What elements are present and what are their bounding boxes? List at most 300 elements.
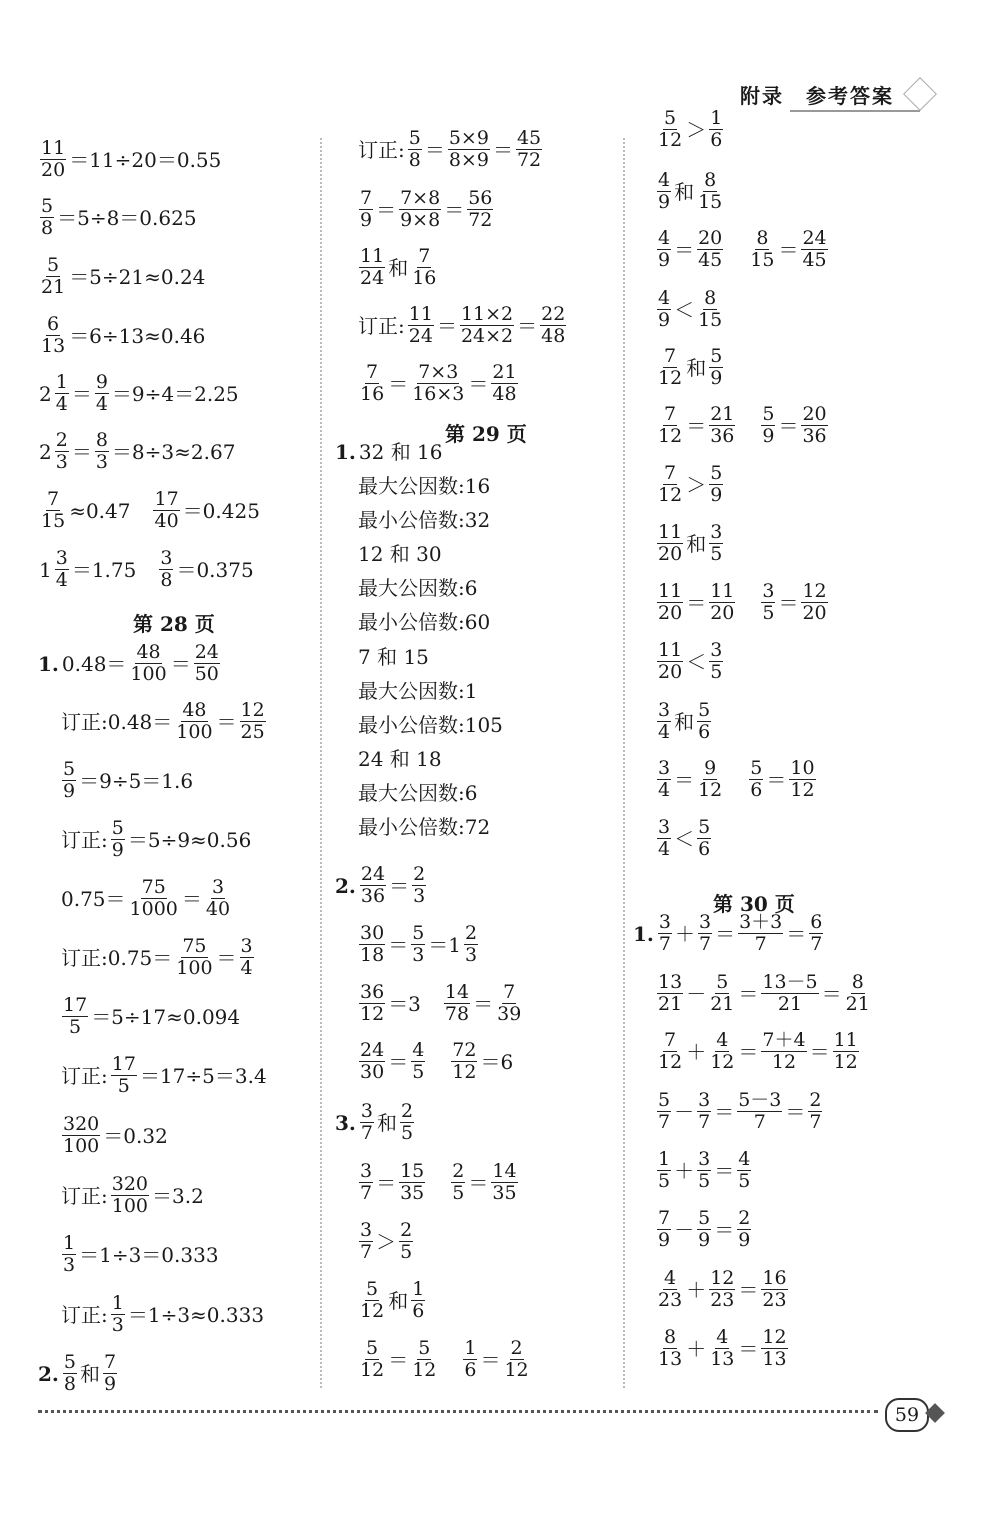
numerator: 1 <box>412 1278 425 1300</box>
numerator: 75 <box>141 876 166 898</box>
fraction <box>444 982 470 1025</box>
section-heading: 第 28 页 <box>133 612 215 636</box>
fraction <box>709 108 723 151</box>
fraction <box>463 1338 477 1381</box>
numerator: 3 <box>55 547 68 569</box>
fraction <box>709 404 735 447</box>
answer-line <box>38 314 206 357</box>
fraction <box>801 228 827 271</box>
denominator: 15 <box>750 249 775 271</box>
answer-text: ＝ <box>71 439 92 464</box>
answer-text: ＝6 <box>480 1049 514 1074</box>
denominator: 48 <box>492 383 517 405</box>
denominator: 16 <box>360 383 385 405</box>
fraction <box>359 923 385 966</box>
numerator: 8 <box>664 1326 677 1348</box>
answer-line <box>655 758 818 801</box>
answer-text: 0.48＝ <box>61 651 127 676</box>
denominator: 12 <box>658 484 683 506</box>
denominator: 40 <box>205 898 231 920</box>
numerator: 8 <box>95 429 108 451</box>
fraction <box>448 128 490 171</box>
numerator: 3 <box>710 639 723 661</box>
answer-line <box>357 304 568 347</box>
fraction <box>540 304 566 347</box>
numerator: 3 <box>211 876 225 898</box>
denominator: 7 <box>809 1111 822 1133</box>
denominator: 30 <box>360 1061 385 1083</box>
fraction <box>657 1268 683 1311</box>
answer-text: 订正: <box>61 1302 108 1327</box>
denominator: 25 <box>240 721 265 743</box>
answer-line <box>60 759 194 802</box>
fraction <box>709 1268 735 1311</box>
answer-line <box>38 255 206 298</box>
answer-text: ＝ <box>492 137 513 162</box>
numerator: 5 <box>412 922 425 944</box>
footer-dotted-rule <box>38 1410 878 1413</box>
numerator: 8 <box>704 169 717 191</box>
numerator: 3 <box>698 1148 711 1170</box>
answer-text: ＝5÷21≈0.24 <box>69 264 206 289</box>
numerator: 24 <box>360 1039 385 1061</box>
denominator: 4 <box>95 393 108 415</box>
fraction <box>657 758 671 801</box>
numerator: 3 <box>360 1219 373 1241</box>
numerator: 7 <box>366 361 379 383</box>
denominator: 4 <box>55 393 68 415</box>
fraction <box>240 936 254 979</box>
answer-text: － <box>686 981 707 1006</box>
answer-line <box>357 188 495 231</box>
numerator: 11 <box>710 580 735 602</box>
question-number: 1. <box>38 651 59 676</box>
answer-text: ＝9÷4＝2.25 <box>111 381 239 406</box>
answer-text: ＝ <box>821 981 842 1006</box>
fraction <box>697 1090 711 1133</box>
header-rule <box>790 110 920 112</box>
denominator: 9 <box>658 1229 671 1251</box>
answer-line <box>357 815 491 839</box>
answer-line <box>655 817 713 860</box>
denominator: 9×8 <box>400 209 441 231</box>
answer-text: ＝ <box>715 921 736 946</box>
numerator: 5 <box>698 816 711 838</box>
denominator: 6 <box>698 721 711 743</box>
answer-line <box>655 346 725 389</box>
numerator: 1 <box>464 1337 477 1359</box>
answer-line <box>60 936 256 979</box>
denominator: 9 <box>360 209 373 231</box>
answer-line <box>655 1268 790 1311</box>
numerator: 2 <box>465 922 478 944</box>
numerator: 11 <box>41 137 66 159</box>
answer-text: 订正: <box>61 827 108 852</box>
question-number: 3. <box>335 1110 356 1135</box>
numerator: 3 <box>658 816 671 838</box>
question-number: 2. <box>38 1361 59 1386</box>
denominator: 9 <box>738 1229 751 1251</box>
numerator: 56 <box>468 187 493 209</box>
denominator: 9 <box>710 367 723 389</box>
answer-text: ＝ <box>786 921 807 946</box>
fraction <box>709 522 723 565</box>
answer-line <box>357 1040 514 1083</box>
answer-text: － <box>674 1099 695 1124</box>
numerator: 12 <box>762 1326 787 1348</box>
numerator: 2 <box>510 1337 523 1359</box>
denominator: 5 <box>69 1016 82 1038</box>
fraction <box>111 1293 125 1336</box>
answer-line <box>655 522 725 565</box>
fraction <box>761 581 775 624</box>
denominator: 13 <box>41 335 66 357</box>
answer-text: 2 <box>39 439 52 464</box>
fraction <box>129 642 167 685</box>
answer-text: 订正: <box>61 1183 108 1208</box>
answer-text: ＝ <box>468 1170 489 1195</box>
numerator: 5 <box>710 462 723 484</box>
numerator: 5 <box>716 971 729 993</box>
fraction <box>737 1208 751 1251</box>
fraction <box>809 912 823 955</box>
answer-text: 最小公倍数:105 <box>358 713 503 737</box>
denominator: 4 <box>240 957 253 979</box>
denominator: 3 <box>63 1254 76 1276</box>
numerator: 1 <box>111 1292 124 1314</box>
answer-text: 32 和 16 <box>358 440 443 464</box>
numerator: 5 <box>408 127 421 149</box>
denominator: 9 <box>658 249 671 271</box>
numerator: 5 <box>418 1337 431 1359</box>
fraction <box>359 982 385 1025</box>
fraction <box>464 923 478 966</box>
diamond-icon <box>903 77 937 111</box>
fraction <box>111 1054 137 1097</box>
fraction <box>709 640 723 683</box>
fraction <box>657 170 671 213</box>
denominator: 20 <box>658 543 683 565</box>
answer-text: ＝ <box>216 945 237 970</box>
denominator: 12 <box>452 1061 477 1083</box>
answer-text: 24 和 18 <box>358 747 442 771</box>
numerator: 2 <box>400 1219 413 1241</box>
fraction <box>359 1338 385 1381</box>
numerator: 4 <box>716 1326 729 1348</box>
numerator: 24 <box>802 227 827 249</box>
fraction <box>709 581 735 624</box>
answer-line <box>633 912 825 955</box>
denominator: 7 <box>698 1111 711 1133</box>
denominator: 7 <box>754 933 767 955</box>
answer-line <box>655 1327 790 1370</box>
fraction <box>761 1268 787 1311</box>
fraction <box>657 228 671 271</box>
answer-line <box>655 581 830 624</box>
answer-line <box>38 642 222 685</box>
numerator: 6 <box>810 911 823 933</box>
denominator: 9 <box>658 191 671 213</box>
denominator: 12 <box>360 1300 385 1322</box>
denominator: 7 <box>360 1122 373 1144</box>
answer-line <box>655 228 830 271</box>
numerator: 4 <box>716 1029 729 1051</box>
fraction <box>411 1040 425 1083</box>
answer-text: ＝1.75 <box>71 557 157 582</box>
denominator: 20 <box>658 602 683 624</box>
numerator: 3 <box>160 547 173 569</box>
denominator: 16×3 <box>412 383 465 405</box>
answer-line <box>38 138 222 181</box>
fraction <box>657 1030 683 1073</box>
denominator: 12 <box>790 779 815 801</box>
section-heading: 第 30 页 <box>713 892 795 916</box>
numerator: 11 <box>360 245 385 267</box>
answer-line <box>60 1293 265 1336</box>
fraction <box>657 463 683 506</box>
numerator: 7 <box>664 462 677 484</box>
numerator: 4 <box>738 1148 751 1170</box>
numerator: 7 <box>47 488 60 510</box>
denominator: 12 <box>698 779 723 801</box>
denominator: 12 <box>833 1051 858 1073</box>
answer-line <box>357 1161 520 1204</box>
answer-text: ＝ <box>480 1347 501 1372</box>
answer-text: ＝ <box>778 590 799 615</box>
answer-text: 和 <box>674 179 695 204</box>
numerator: 3 <box>360 1100 373 1122</box>
answer-text: ＝5÷9≈0.56 <box>127 827 252 852</box>
denominator: 21 <box>710 993 735 1015</box>
fraction <box>709 972 735 1015</box>
denominator: 78 <box>444 1003 470 1025</box>
answer-text: ＞ <box>686 117 707 142</box>
denominator: 100 <box>130 663 167 685</box>
denominator: 40 <box>154 510 179 532</box>
denominator: 45 <box>698 249 723 271</box>
answer-text <box>738 414 758 438</box>
answer-text: 和 <box>79 1361 100 1386</box>
denominator: 9 <box>63 780 76 802</box>
fraction <box>359 1220 373 1263</box>
fraction <box>491 1161 517 1204</box>
answer-line <box>357 679 478 703</box>
fraction <box>697 1149 711 1192</box>
column-divider <box>320 138 322 1388</box>
numerator: 10 <box>790 757 815 779</box>
denominator: 4 <box>658 838 671 860</box>
fraction <box>808 1090 822 1133</box>
denominator: 7 <box>810 933 823 955</box>
answer-text <box>726 238 746 262</box>
answer-text: ＋ <box>686 1039 707 1064</box>
answer-text: ＋ <box>674 921 695 946</box>
fraction <box>40 314 66 357</box>
fraction <box>359 1279 385 1322</box>
denominator: 8 <box>160 569 173 591</box>
answer-line <box>655 463 725 506</box>
answer-text: ＝1÷3≈0.333 <box>127 1302 265 1327</box>
answer-text: ＝6÷13≈0.46 <box>69 323 206 348</box>
denominator: 23 <box>658 1289 683 1311</box>
numerator: 3＋3 <box>739 911 783 933</box>
answer-line <box>357 923 480 966</box>
fraction <box>359 1040 385 1083</box>
answer-line <box>38 196 198 239</box>
answer-text: ＝ <box>714 1158 735 1183</box>
fraction <box>737 1090 782 1133</box>
numerator: 3 <box>658 699 671 721</box>
denominator: 21 <box>41 276 66 298</box>
numerator: 1 <box>55 371 68 393</box>
numerator: 11 <box>833 1029 858 1051</box>
answer-line <box>357 474 491 498</box>
answer-line <box>38 1352 119 1395</box>
denominator: 21 <box>777 993 803 1015</box>
answer-text: ＝ <box>674 767 695 792</box>
answer-line <box>357 645 430 669</box>
fraction <box>657 640 683 683</box>
answer-text: ＝ <box>686 590 707 615</box>
fraction <box>399 188 441 231</box>
numerator: 1 <box>658 1148 671 1170</box>
denominator: 3 <box>55 451 68 473</box>
answer-text: ＝8÷3≈2.67 <box>111 439 236 464</box>
fraction <box>738 912 783 955</box>
denominator: 7 <box>658 933 671 955</box>
answer-text: 和 <box>686 355 707 380</box>
numerator: 5 <box>750 757 763 779</box>
fraction <box>411 362 465 405</box>
header-title: 附录 参考答案 <box>740 84 894 108</box>
numerator: 2 <box>452 1160 465 1182</box>
denominator: 36 <box>360 885 386 907</box>
numerator: 6 <box>47 313 60 335</box>
answer-text: 订正:0.48＝ <box>61 709 173 734</box>
numerator: 4 <box>664 1267 677 1289</box>
answer-text: 最大公因数:6 <box>358 781 478 805</box>
fraction <box>697 758 723 801</box>
fraction <box>516 128 542 171</box>
numerator: 2 <box>738 1207 751 1229</box>
denominator: 36 <box>802 425 827 447</box>
answer-text: 最大公因数:16 <box>358 474 491 498</box>
numerator: 12 <box>710 1267 735 1289</box>
fraction <box>62 1233 76 1276</box>
answer-text: ＝ <box>686 413 707 438</box>
numerator: 48 <box>182 699 207 721</box>
fraction <box>698 912 712 955</box>
answer-text: ＝ <box>738 981 759 1006</box>
denominator: 23 <box>710 1289 735 1311</box>
fraction <box>240 700 266 743</box>
denominator: 20 <box>802 602 827 624</box>
fraction <box>205 877 231 920</box>
fraction <box>801 581 827 624</box>
fraction <box>833 1030 859 1073</box>
denominator: 13 <box>658 1348 683 1370</box>
denominator: 7 <box>753 1111 766 1133</box>
denominator: 21 <box>658 993 683 1015</box>
denominator: 12 <box>658 425 683 447</box>
answer-line <box>357 982 524 1025</box>
numerator: 7 <box>503 981 516 1003</box>
denominator: 18 <box>360 944 385 966</box>
answer-text: ＝ <box>216 709 237 734</box>
denominator: 5 <box>738 1170 751 1192</box>
numerator: 11 <box>408 303 433 325</box>
denominator: 50 <box>194 663 219 685</box>
fraction <box>845 972 871 1015</box>
denominator: 5 <box>400 1241 413 1263</box>
answer-text <box>738 591 758 615</box>
denominator: 9 <box>111 839 124 861</box>
fraction <box>657 1327 683 1370</box>
fraction <box>709 463 723 506</box>
denominator: 9 <box>710 484 723 506</box>
answer-text: ＜ <box>674 826 695 851</box>
answer-line <box>357 362 520 405</box>
answer-text: 订正: <box>358 313 405 338</box>
numerator: 11 <box>658 639 683 661</box>
numerator: 8 <box>756 227 769 249</box>
denominator: 23 <box>762 1289 787 1311</box>
numerator: 45 <box>516 127 542 149</box>
numerator: 14 <box>444 981 470 1003</box>
fraction <box>63 1352 77 1395</box>
denominator: 20 <box>41 159 66 181</box>
numerator: 72 <box>452 1039 477 1061</box>
numerator: 3 <box>658 757 671 779</box>
answer-text: ＝ <box>436 313 457 338</box>
denominator: 12 <box>658 129 683 151</box>
fraction <box>761 404 775 447</box>
numerator: 5 <box>762 403 775 425</box>
fraction <box>359 1161 373 1204</box>
answer-text: ＞ <box>686 472 707 497</box>
denominator: 15 <box>698 191 723 213</box>
answer-text: 12 和 30 <box>358 542 442 566</box>
answer-line <box>335 864 428 907</box>
answer-text: ＝ <box>778 413 799 438</box>
fraction <box>55 372 69 415</box>
fraction <box>408 304 434 347</box>
denominator: 15 <box>41 510 66 532</box>
fraction <box>709 1030 735 1073</box>
numerator: 7 <box>418 245 431 267</box>
answer-line <box>357 542 443 566</box>
denominator: 4 <box>658 779 671 801</box>
denominator: 12 <box>360 1359 385 1381</box>
numerator: 16 <box>762 1267 787 1289</box>
answer-text: ＝ <box>376 197 397 222</box>
fraction <box>40 196 54 239</box>
denominator: 9 <box>103 1373 117 1395</box>
numerator: 4 <box>412 1039 425 1061</box>
numerator: 4 <box>658 227 671 249</box>
answer-line <box>60 877 233 920</box>
denominator: 5 <box>698 1170 711 1192</box>
fraction <box>412 864 426 907</box>
denominator: 8 <box>408 149 421 171</box>
answer-line <box>60 1233 220 1276</box>
answer-text: ＝0.425 <box>182 498 260 523</box>
fraction <box>749 228 775 271</box>
denominator: 100 <box>176 957 213 979</box>
fraction <box>62 1114 100 1157</box>
answer-text: ＝3.2 <box>152 1183 204 1208</box>
denominator: 21 <box>845 993 870 1015</box>
